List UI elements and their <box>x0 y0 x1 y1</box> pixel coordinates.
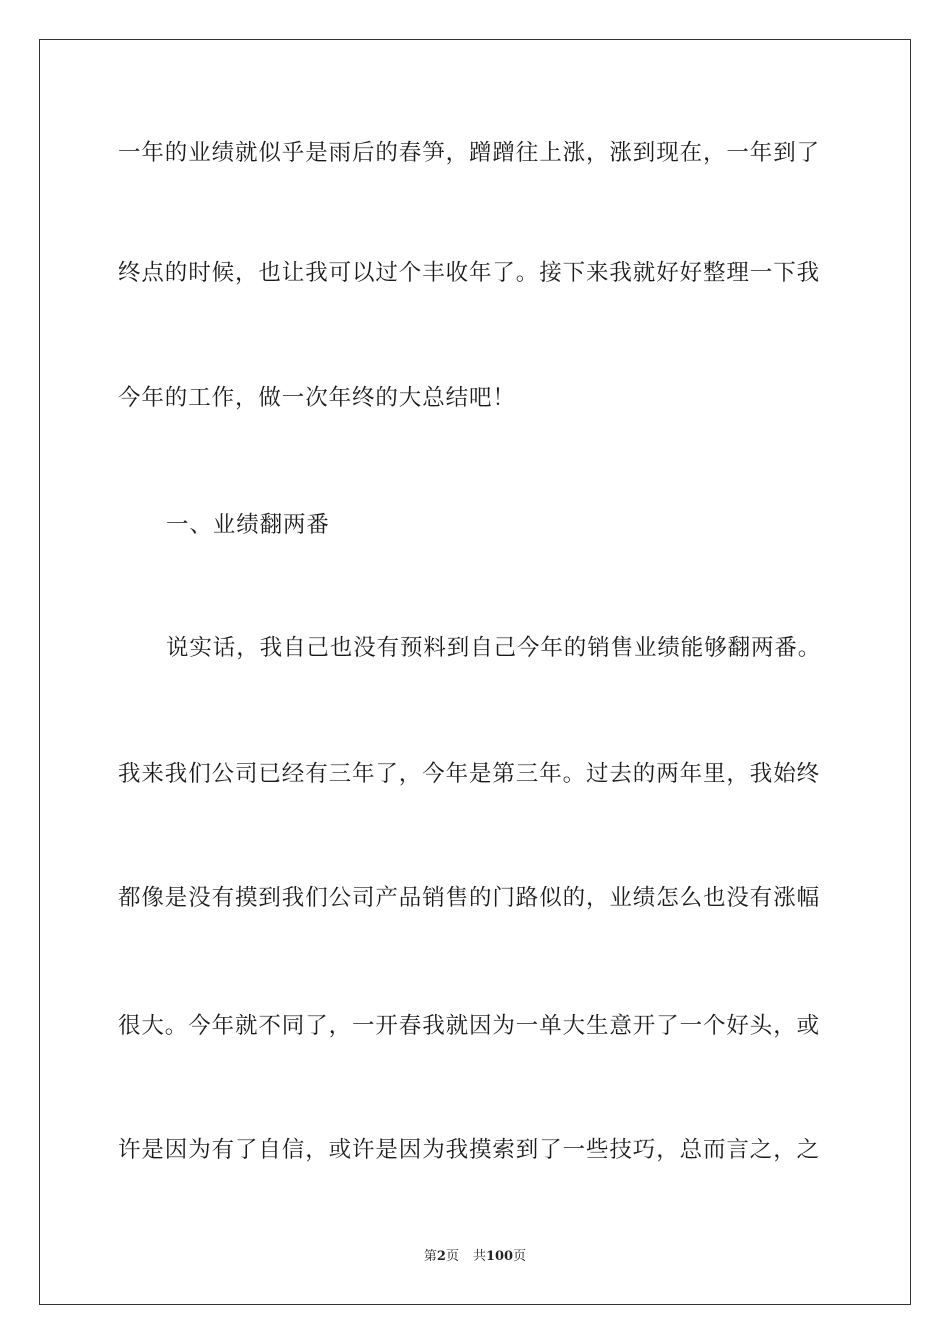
body-text-line-1: 一年的业绩就似乎是雨后的春笋，蹭蹭往上涨，涨到现在，一年到了 <box>118 140 821 166</box>
page-border <box>39 39 911 1305</box>
total-prefix: 共 <box>472 1249 486 1264</box>
page-prefix: 第 <box>423 1249 437 1264</box>
page-suffix: 页 <box>445 1249 459 1264</box>
paragraph-first-line: 说实话，我自己也没有预料到自己今年的销售业绩能够翻两番。 <box>166 635 822 661</box>
page-footer <box>0 1248 950 1266</box>
body-text-line-2: 终点的时候，也让我可以过个丰收年了。接下来我就好好整理一下我 <box>118 260 821 286</box>
body-text-line-8: 很大。今年就不同了，一开春我就因为一单大生意开了一个好头，或 <box>118 1013 821 1039</box>
page-number: 2 <box>436 1249 446 1264</box>
total-suffix: 页 <box>513 1249 527 1264</box>
body-text-line-3: 今年的工作，做一次年终的大总结吧！ <box>118 385 516 411</box>
body-text-line-9: 许是因为有了自信，或许是因为我摸索到了一些技巧，总而言之，之 <box>118 1137 821 1163</box>
body-text-line-7: 都像是没有摸到我们公司产品销售的门路似的，业绩怎么也没有涨幅 <box>118 885 821 911</box>
body-text-line-6: 我来我们公司已经有三年了，今年是第三年。过去的两年里，我始终 <box>118 761 821 787</box>
section-heading: 一、业绩翻两番 <box>166 512 330 538</box>
total-pages: 100 <box>485 1249 514 1264</box>
